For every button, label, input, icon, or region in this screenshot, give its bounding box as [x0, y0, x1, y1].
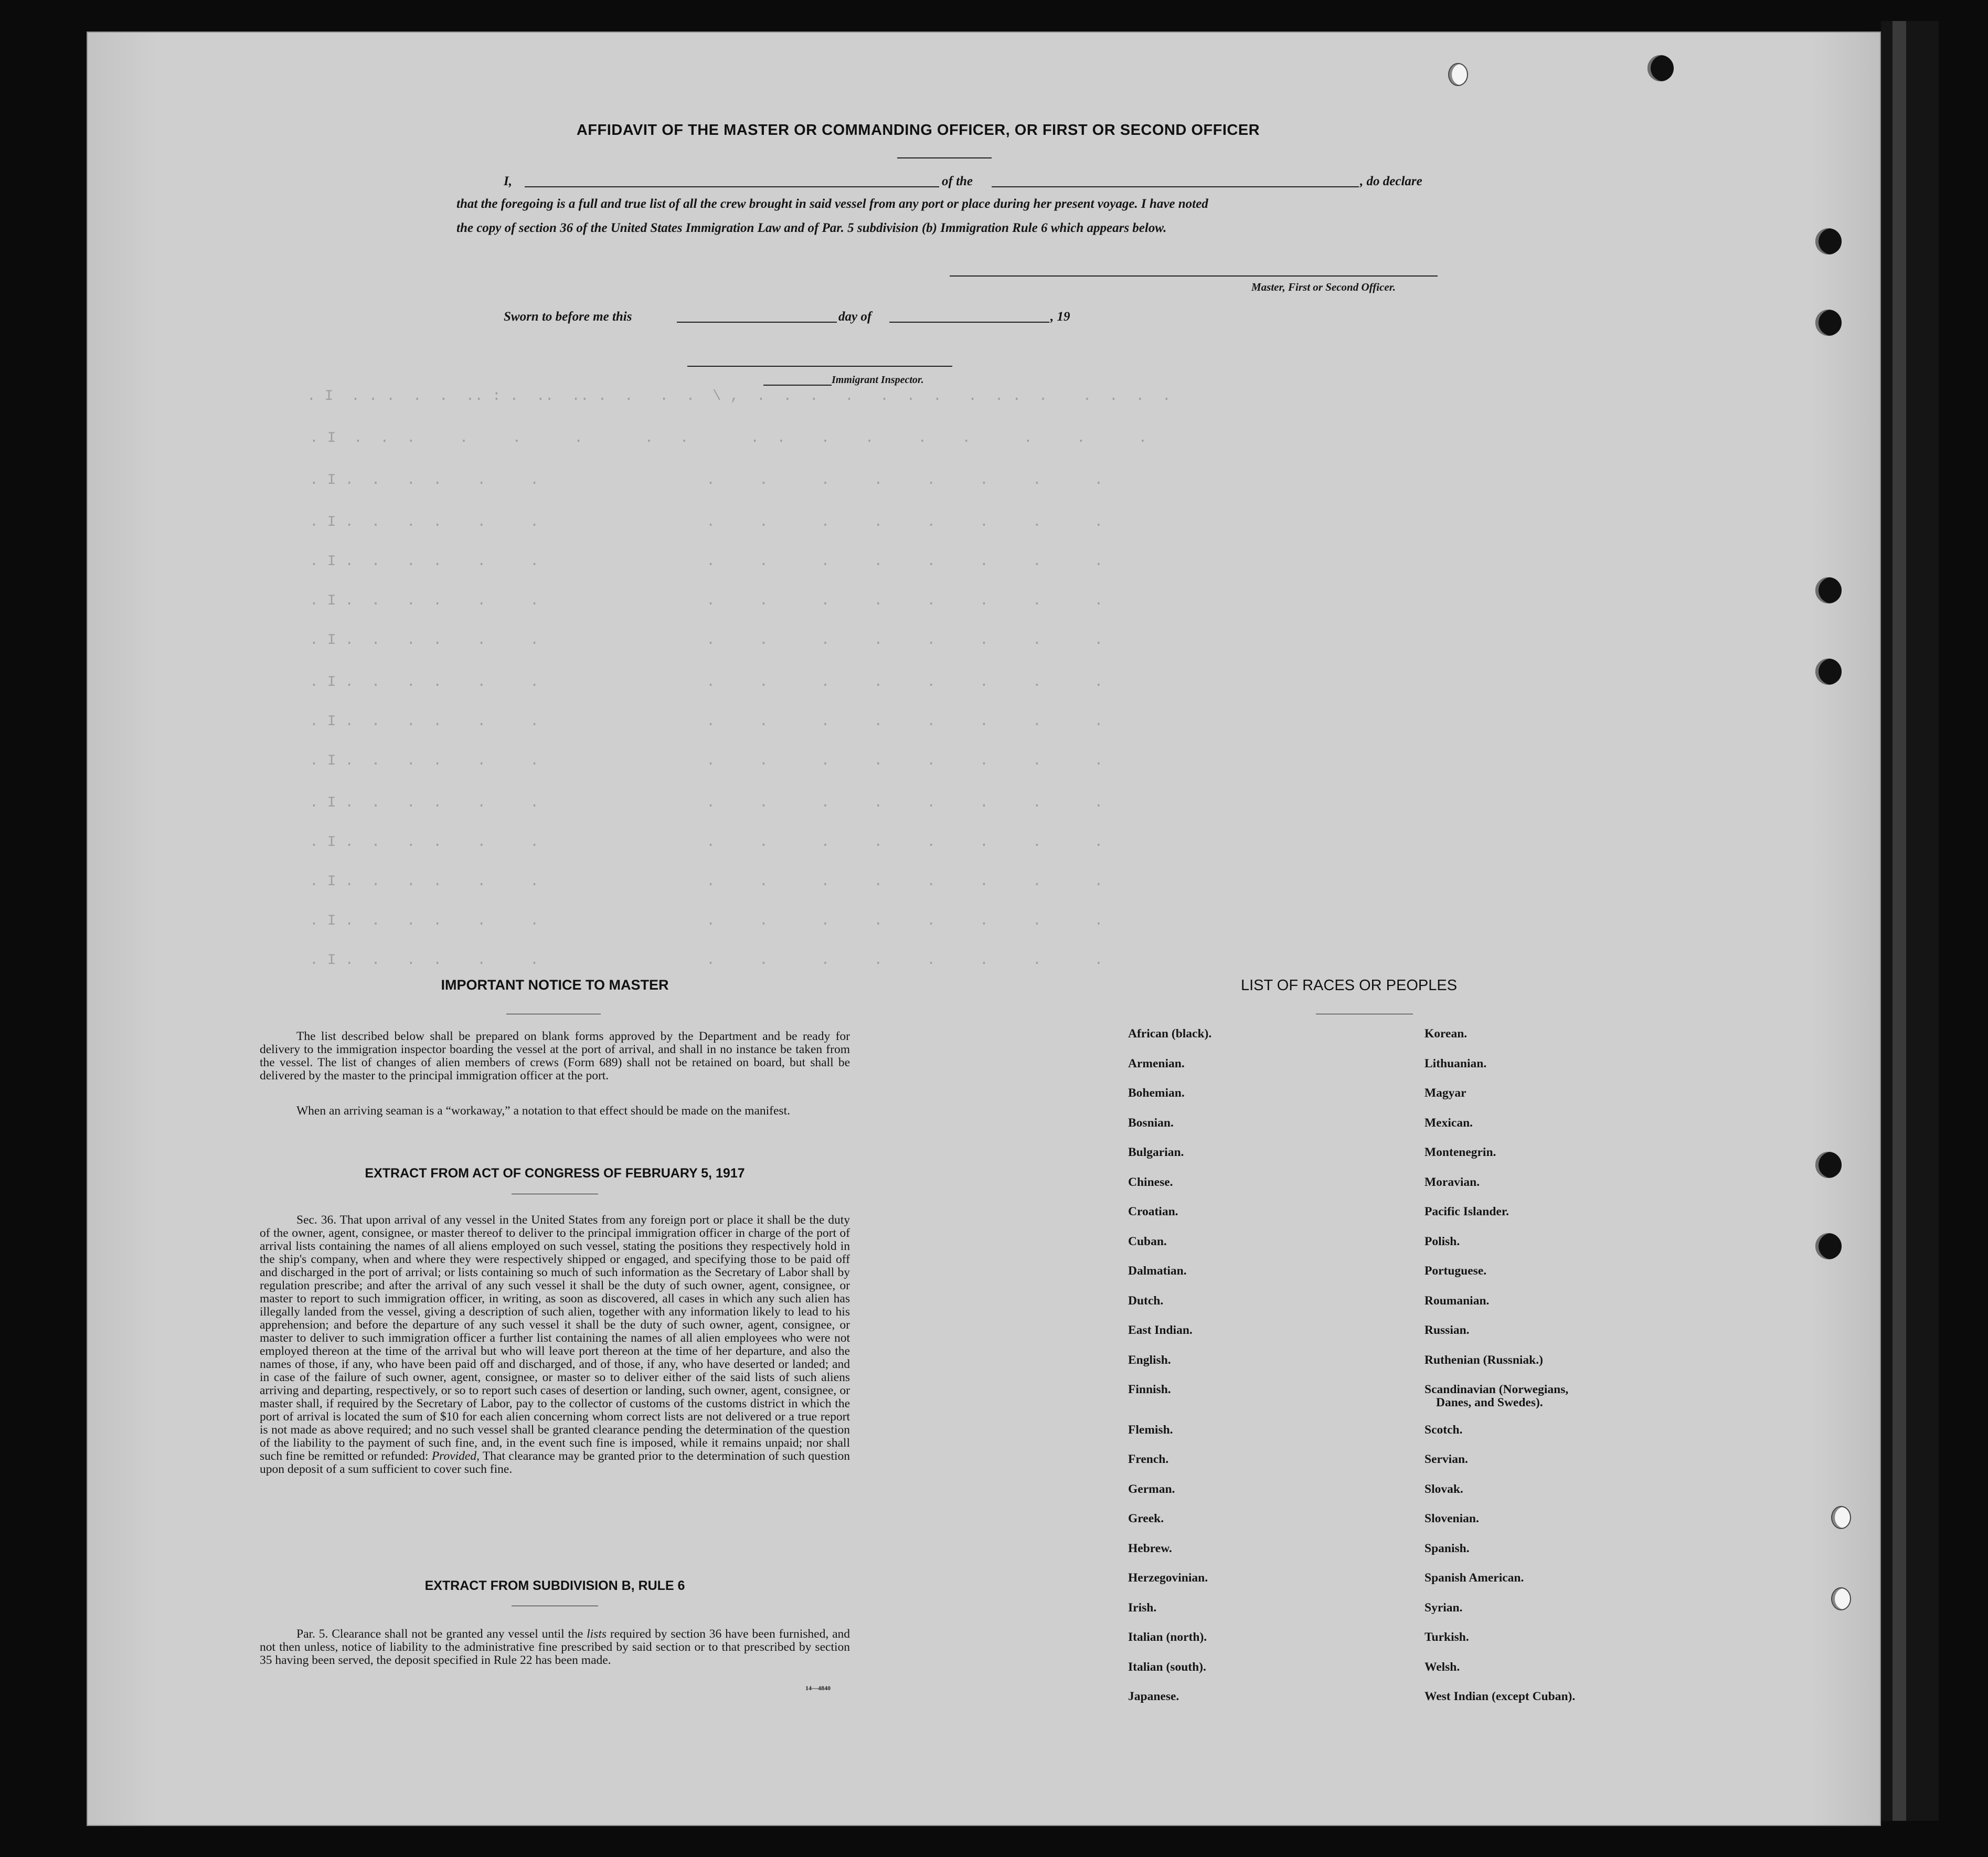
- punch-hole-icon: [1815, 310, 1842, 336]
- race-item: Cuban.: [1128, 1234, 1167, 1248]
- race-item: Lithuanian.: [1424, 1056, 1487, 1070]
- race-item: Scotch.: [1424, 1423, 1463, 1437]
- affidavit-line-2: that the foregoing is a full and true list of all the crew brought in said vessel from any port or place during her present voyage. I have noted: [456, 197, 1208, 211]
- signature-label: Master, First or Second Officer.: [1251, 281, 1396, 293]
- affidavit-title: AFFIDAVIT OF THE MASTER OR COMMANDING OFFICER, OR FIRST OR SECOND OFFICER: [576, 122, 1260, 139]
- race-item: Irish.: [1128, 1600, 1157, 1615]
- section-36-text: [260, 1214, 850, 1476]
- vessel-name-field[interactable]: [992, 186, 1359, 187]
- race-item: Flemish.: [1128, 1423, 1173, 1437]
- punch-hole-icon: [1831, 1506, 1851, 1529]
- race-item: Finnish.: [1128, 1383, 1171, 1396]
- race-item: Herzegovinian.: [1128, 1571, 1208, 1585]
- race-item: Greek.: [1128, 1512, 1164, 1525]
- punch-hole-icon: [1815, 1233, 1842, 1259]
- race-item-continuation: Danes, and Swedes).: [1436, 1396, 1543, 1409]
- par5-part-b: required by section 36 have been furnished, and not then unless, notice of liability to the administrative fine prescribed by said section or to that prescribed by section 35 having been served, the deposit specified in Rule 22 has been made.: [260, 1627, 850, 1667]
- race-item: Montenegrin.: [1424, 1145, 1496, 1159]
- sworn-day-of: day of: [838, 310, 872, 324]
- notice-paragraph-2: When an arriving seaman is a “workaway,” a notation to that effect should be made on the manifest.: [296, 1104, 790, 1118]
- section-36-label: Sec. 36.: [296, 1213, 337, 1227]
- race-item: Dutch.: [1128, 1293, 1164, 1308]
- par5-lists: lists: [587, 1627, 607, 1641]
- race-item: Slovak.: [1424, 1482, 1463, 1496]
- notice-heading: IMPORTANT NOTICE TO MASTER: [441, 977, 669, 993]
- race-item: Italian (south).: [1128, 1660, 1206, 1674]
- race-item: West Indian (except Cuban).: [1424, 1690, 1576, 1703]
- par5-text: [260, 1628, 850, 1667]
- affidavit-of-the: of the: [942, 174, 973, 188]
- race-item: Spanish.: [1424, 1541, 1470, 1555]
- race-item: Magyar: [1424, 1086, 1466, 1100]
- race-item: Hebrew.: [1128, 1541, 1172, 1555]
- affidavit-line-3: the copy of section 36 of the United States Immigration Law and of Par. 5 subdivision (b) Immigration Rule 6 which appears below.: [456, 221, 1167, 235]
- section-36-tail: That clearance may be granted prior to the determination of such question upon deposit of a sum sufficient to cover such fine.: [260, 1449, 851, 1476]
- race-item: African (black).: [1128, 1027, 1212, 1041]
- notice-paragraph-1: The list described below shall be prepared on blank forms approved by the Department and be ready for delivery to the immigration inspector boarding the vessel at the port of arrival, and shall in no instance be taken from the vessel. The list of changes of alien members of crews (Form 689) shall not be retained on board, but shall be delivered by the master to the principal immigration officer at the port.: [260, 1030, 850, 1083]
- race-item: Polish.: [1424, 1234, 1460, 1248]
- race-item: Servian.: [1424, 1452, 1468, 1466]
- race-item: English.: [1128, 1353, 1171, 1367]
- punch-hole-icon: [1448, 63, 1468, 86]
- race-item: Korean.: [1424, 1027, 1468, 1041]
- race-item: Bosnian.: [1128, 1116, 1174, 1130]
- race-item: Portuguese.: [1424, 1264, 1487, 1278]
- sworn-day-field[interactable]: [677, 322, 837, 323]
- race-item: Pacific Islander.: [1424, 1205, 1509, 1218]
- race-item: Syrian.: [1424, 1600, 1463, 1615]
- races-heading: LIST OF RACES OR PEOPLES: [1241, 977, 1458, 994]
- inspector-label-underline: [763, 385, 832, 386]
- punch-hole-icon: [1815, 577, 1842, 603]
- race-item: Bulgarian.: [1128, 1145, 1184, 1159]
- act-heading: EXTRACT FROM ACT OF CONGRESS OF FEBRUARY 5, 1917: [365, 1166, 745, 1181]
- race-item: Turkish.: [1424, 1630, 1469, 1644]
- provided-word: Provided,: [431, 1449, 480, 1463]
- title-underline: [897, 157, 992, 158]
- sworn-prefix: Sworn to before me this: [504, 310, 632, 324]
- race-item: Bohemian.: [1128, 1086, 1185, 1100]
- race-item: Japanese.: [1128, 1690, 1179, 1703]
- race-item: Slovenian.: [1424, 1512, 1479, 1525]
- rule-heading: EXTRACT FROM SUBDIVISION B, RULE 6: [424, 1578, 685, 1593]
- binding-edge: [1881, 21, 1939, 1821]
- race-item: German.: [1128, 1482, 1175, 1496]
- affidavit-declare: , do declare: [1360, 174, 1422, 188]
- inspector-signature-line[interactable]: [687, 366, 952, 367]
- race-item: Ruthenian (Russniak.): [1424, 1353, 1543, 1367]
- race-item: Roumanian.: [1424, 1293, 1490, 1308]
- par5-part-a: Par. 5. Clearance shall not be granted any vessel until the: [296, 1627, 583, 1641]
- race-item: Spanish American.: [1424, 1571, 1524, 1585]
- inspector-label: Immigrant Inspector.: [832, 374, 924, 386]
- race-item: Russian.: [1424, 1323, 1470, 1337]
- race-item: Welsh.: [1424, 1660, 1460, 1674]
- race-item: Italian (north).: [1128, 1630, 1207, 1644]
- punch-hole-icon: [1815, 659, 1842, 685]
- sworn-month-field[interactable]: [889, 322, 1049, 323]
- section-36-body: That upon arrival of any vessel in the United States from any foreign port or place it shall be the duty of the owner, agent, consignee, or master thereof to deliver to the principal immigration officer in charge of the port of arrival lists containing the names of all aliens employed on such vessel, stating the positions they respectively hold in the ship's company, when and where they were respectively shipped or engaged, and specifying those to be paid off and discharged in the port of arrival; or lists containing so much of such information as the Secretary of Labor shall by regulation prescribe; and after the arrival of any such vessel it shall be the duty of such owner, agent, consignee, or master to report to such immigration officer, in writing, as soon as discovered, all cases in which any such alien has illegally landed from the vessel, giving a description of such alien, together with any information likely to lead to his apprehension; and before the departure of any such vessel it shall be the duty of such owner, agent, consignee, or master to deliver to such immigration officer a further list containing the names of all alien employees who were not employed thereon at the time of the arrival but who will leave port thereon at the time of her departure, and also the names of those, if any, who have been paid off and discharged, and of those, if any, who have deserted or landed; and in case of the failure of such owner, agent, consignee, or master so to deliver either of the said lists of such aliens arriving and departing, respectively, or so to report such cases of desertion or landing, such owner, agent, consignee, or master shall, if required by the Secretary of Labor, pay to the collector of customs of the customs district in which the port of arrival is located the sum of $10 for each alien concerning whom correct lists are not delivered or a true report is not made as above required; and no such vessel shall be granted clearance pending the determination of the question of the liability to the payment of such fine, and, in the event such fine is imposed, while it remains unpaid; nor shall such fine be remitted or refunded:: [260, 1213, 850, 1463]
- race-item: Moravian.: [1424, 1175, 1480, 1189]
- form-code: 14—4840: [805, 1684, 831, 1692]
- race-item: Scandinavian (Norwegians,: [1424, 1383, 1569, 1396]
- race-item: Chinese.: [1128, 1175, 1173, 1189]
- race-item: Dalmatian.: [1128, 1264, 1187, 1278]
- race-item: Armenian.: [1128, 1056, 1185, 1070]
- sworn-year: , 19: [1050, 310, 1070, 324]
- race-item: French.: [1128, 1452, 1169, 1466]
- punch-hole-icon: [1831, 1587, 1851, 1610]
- race-item: Mexican.: [1424, 1116, 1473, 1130]
- signature-line[interactable]: [950, 275, 1438, 277]
- race-item: East Indian.: [1128, 1323, 1193, 1337]
- race-item: Croatian.: [1128, 1205, 1178, 1218]
- punch-hole-icon: [1815, 228, 1842, 254]
- affidavit-i: I,: [504, 174, 512, 188]
- master-name-field[interactable]: [525, 186, 939, 187]
- punch-hole-icon: [1815, 1152, 1842, 1178]
- punch-hole-icon: [1647, 55, 1674, 81]
